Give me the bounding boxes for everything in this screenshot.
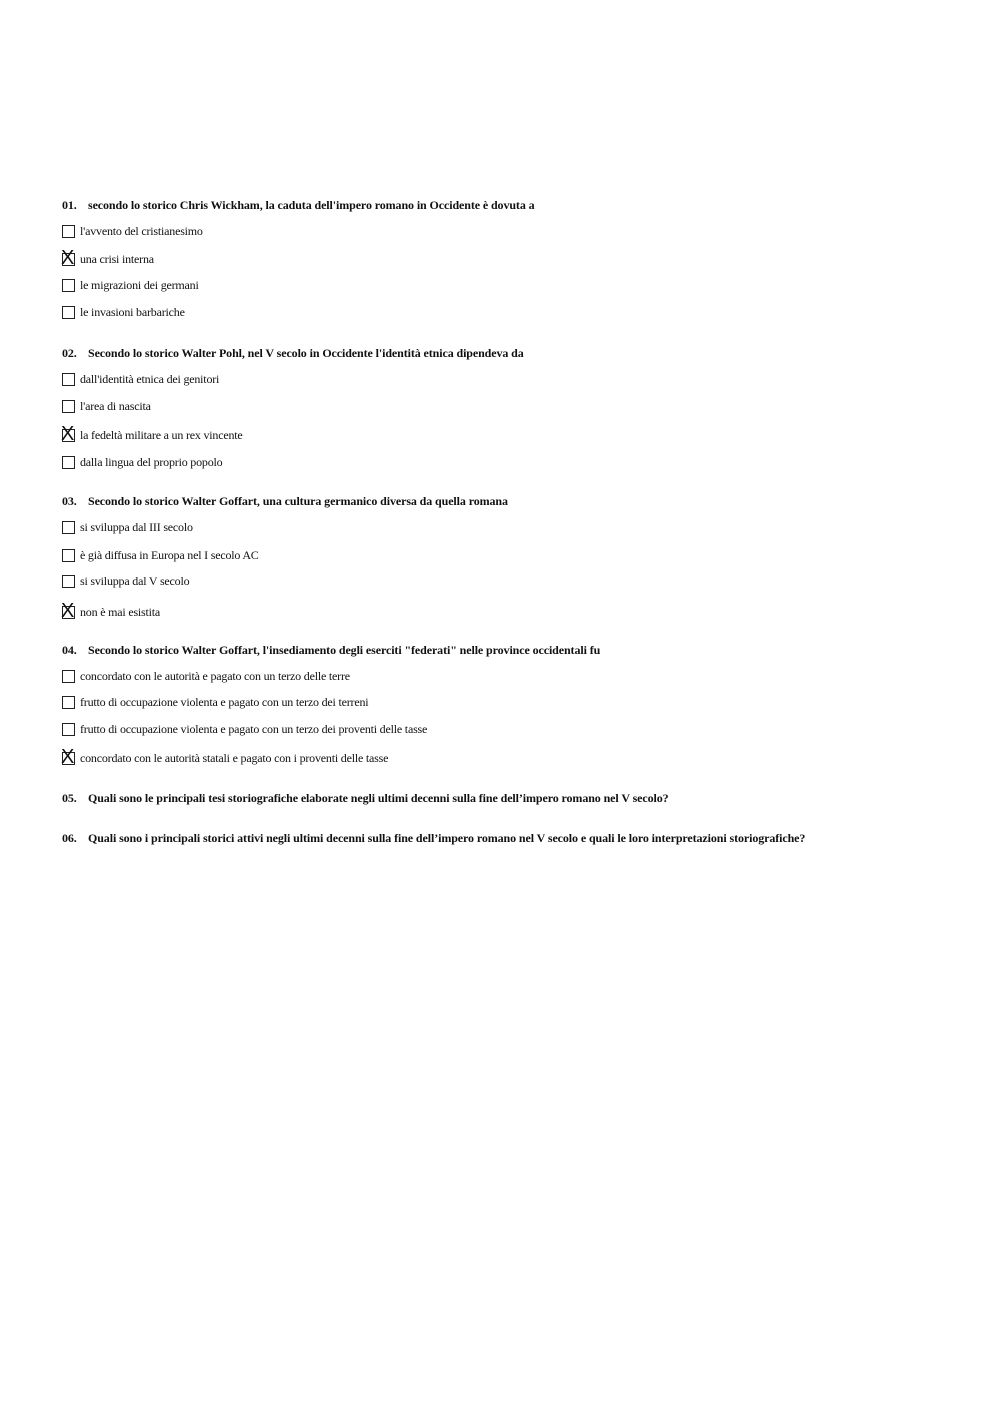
question-text: Secondo lo storico Walter Pohl, nel V secolo in Occidente l'identità etnica dipendeva da xyxy=(88,346,524,360)
option-03-d[interactable] xyxy=(61,599,161,622)
checkbox[interactable] xyxy=(62,306,75,319)
checkbox[interactable] xyxy=(62,225,75,238)
question-text: Secondo lo storico Walter Goffart, una cultura germanico diversa da quella romana xyxy=(88,494,508,508)
checkbox[interactable] xyxy=(62,400,75,413)
option-04-c[interactable] xyxy=(62,720,427,738)
option-02-d[interactable] xyxy=(62,453,222,471)
checkbox[interactable] xyxy=(62,723,75,736)
option-04-d[interactable] xyxy=(61,745,389,768)
checkbox[interactable] xyxy=(62,549,75,562)
option-02-a[interactable] xyxy=(62,370,219,388)
option-03-b[interactable] xyxy=(62,546,259,564)
x-check-icon: X xyxy=(61,246,75,269)
checkbox-checked[interactable] xyxy=(61,745,75,768)
option-03-a[interactable] xyxy=(62,518,193,536)
checkbox[interactable] xyxy=(62,696,75,709)
option-label: concordato con le autorità statali e pagato con i proventi delle tasse xyxy=(80,750,389,765)
x-check-icon: X xyxy=(61,745,75,768)
question-04 xyxy=(62,643,600,658)
checkbox[interactable] xyxy=(62,373,75,386)
question-number: 01. xyxy=(62,198,77,212)
option-02-b[interactable] xyxy=(62,397,151,415)
question-06 xyxy=(62,831,805,846)
option-label: una crisi interna xyxy=(80,251,154,266)
option-label: concordato con le autorità e pagato con un terzo delle terre xyxy=(80,668,350,683)
question-text: Secondo lo storico Walter Goffart, l'insediamento degli eserciti "federati" nelle province occidentali fu xyxy=(88,643,601,657)
question-02 xyxy=(62,346,524,361)
option-01-c[interactable] xyxy=(62,276,199,294)
question-number: 02. xyxy=(62,346,77,360)
question-number: 03. xyxy=(62,494,77,508)
option-label: dalla lingua del proprio popolo xyxy=(80,454,223,469)
option-label: non è mai esistita xyxy=(80,604,161,619)
option-04-a[interactable] xyxy=(62,667,350,685)
question-05 xyxy=(62,791,669,806)
option-label: è già diffusa in Europa nel I secolo AC xyxy=(80,547,259,562)
question-number: 06. xyxy=(62,831,77,845)
question-text: Quali sono le principali tesi storiografiche elaborate negli ultimi decenni sulla fine dell’impero romano nel V secolo? xyxy=(88,791,669,805)
option-03-c[interactable] xyxy=(62,572,189,590)
option-label: la fedeltà militare a un rex vincente xyxy=(80,427,243,442)
option-label: le migrazioni dei germani xyxy=(80,277,199,292)
question-text: Quali sono i principali storici attivi negli ultimi decenni sulla fine dell’impero romano nel V secolo e quali le loro interpretazioni storiografiche? xyxy=(88,831,806,845)
question-number: 05. xyxy=(62,791,77,805)
question-01 xyxy=(62,198,535,213)
option-label: frutto di occupazione violenta e pagato con un terzo dei terreni xyxy=(80,694,369,709)
checkbox-checked[interactable] xyxy=(61,422,75,445)
option-04-b[interactable] xyxy=(62,693,368,711)
option-label: si sviluppa dal III secolo xyxy=(80,519,193,534)
x-check-icon: X xyxy=(61,599,75,622)
checkbox[interactable] xyxy=(62,279,75,292)
checkbox[interactable] xyxy=(62,521,75,534)
checkbox-checked[interactable] xyxy=(61,246,75,269)
option-label: si sviluppa dal V secolo xyxy=(80,573,190,588)
checkbox[interactable] xyxy=(62,456,75,469)
checkbox[interactable] xyxy=(62,575,75,588)
x-check-icon: X xyxy=(61,422,75,445)
question-number: 04. xyxy=(62,643,77,657)
option-01-d[interactable] xyxy=(62,303,185,321)
option-label: le invasioni barbariche xyxy=(80,304,185,319)
option-label: l'avvento del cristianesimo xyxy=(80,223,203,238)
option-01-b[interactable] xyxy=(61,246,154,269)
option-label: l'area di nascita xyxy=(80,398,151,413)
checkbox-checked[interactable] xyxy=(61,599,75,622)
checkbox[interactable] xyxy=(62,670,75,683)
question-03 xyxy=(62,494,508,509)
option-02-c[interactable] xyxy=(61,422,243,445)
option-label: frutto di occupazione violenta e pagato con un terzo dei proventi delle tasse xyxy=(80,721,428,736)
question-text: secondo lo storico Chris Wickham, la caduta dell'impero romano in Occidente è dovuta a xyxy=(88,198,535,212)
option-label: dall'identità etnica dei genitori xyxy=(80,371,220,386)
option-01-a[interactable] xyxy=(62,222,203,240)
